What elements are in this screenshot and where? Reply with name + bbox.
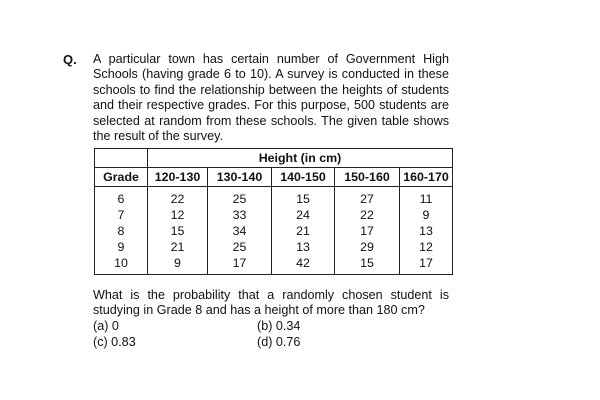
table-row [95,255,453,275]
table-cell: 12 [148,207,208,223]
table-corner-cell [95,149,148,168]
table-cell: 22 [148,187,208,208]
column-header: 150-160 [335,168,400,187]
question-label: Q. [63,52,77,67]
table-cell: 13 [272,239,335,255]
table-cell: 17 [208,255,272,275]
question-text: A particular town has certain number of Government High Schools (having grade 6 to 10). A survey is conducted in these schools to find the relationship between the heights of students and their respective grades. For this purpose, 500 students are selected at random from these schools. The given table shows the result of the survey. [93,52,449,144]
column-header: Grade [95,168,148,187]
table-cell: 34 [208,223,272,239]
table-row [95,187,453,208]
table-cell: 17 [335,223,400,239]
column-header: 160-170 [400,168,453,187]
table-cell: 9 [400,207,453,223]
table-cell: 10 [95,255,148,275]
table-cell: 13 [400,223,453,239]
table-cell: 15 [148,223,208,239]
table-cell: 17 [400,255,453,275]
height-group-header: Height (in cm) [148,149,453,168]
table-cell: 6 [95,187,148,208]
table-cell: 24 [272,207,335,223]
option-c: (c) 0.83 [93,335,136,349]
question-followup: What is the probability that a randomly chosen student is studying in Grade 8 and has a height of more than 180 cm? [93,288,449,318]
option-d: (d) 0.76 [257,335,301,349]
column-header: 120-130 [148,168,208,187]
table-cell: 29 [335,239,400,255]
survey-table [94,148,453,275]
table-cell: 11 [400,187,453,208]
column-header: 130-140 [208,168,272,187]
table-cell: 33 [208,207,272,223]
table-group-header-row [95,149,453,168]
table-cell: 15 [272,187,335,208]
option-a: (a) 0 [93,319,119,333]
option-b: (b) 0.34 [257,319,301,333]
table-cell: 9 [148,255,208,275]
table-cell: 7 [95,207,148,223]
table-cell: 21 [148,239,208,255]
table-cell: 27 [335,187,400,208]
table-header-row [95,168,453,187]
table-cell: 25 [208,239,272,255]
table-cell: 8 [95,223,148,239]
table-cell: 42 [272,255,335,275]
table-cell: 21 [272,223,335,239]
table-cell: 9 [95,239,148,255]
table-row [95,239,453,255]
table-cell: 25 [208,187,272,208]
table-row [95,223,453,239]
table-cell: 22 [335,207,400,223]
table-cell: 12 [400,239,453,255]
table-cell: 15 [335,255,400,275]
column-header: 140-150 [272,168,335,187]
table-row [95,207,453,223]
